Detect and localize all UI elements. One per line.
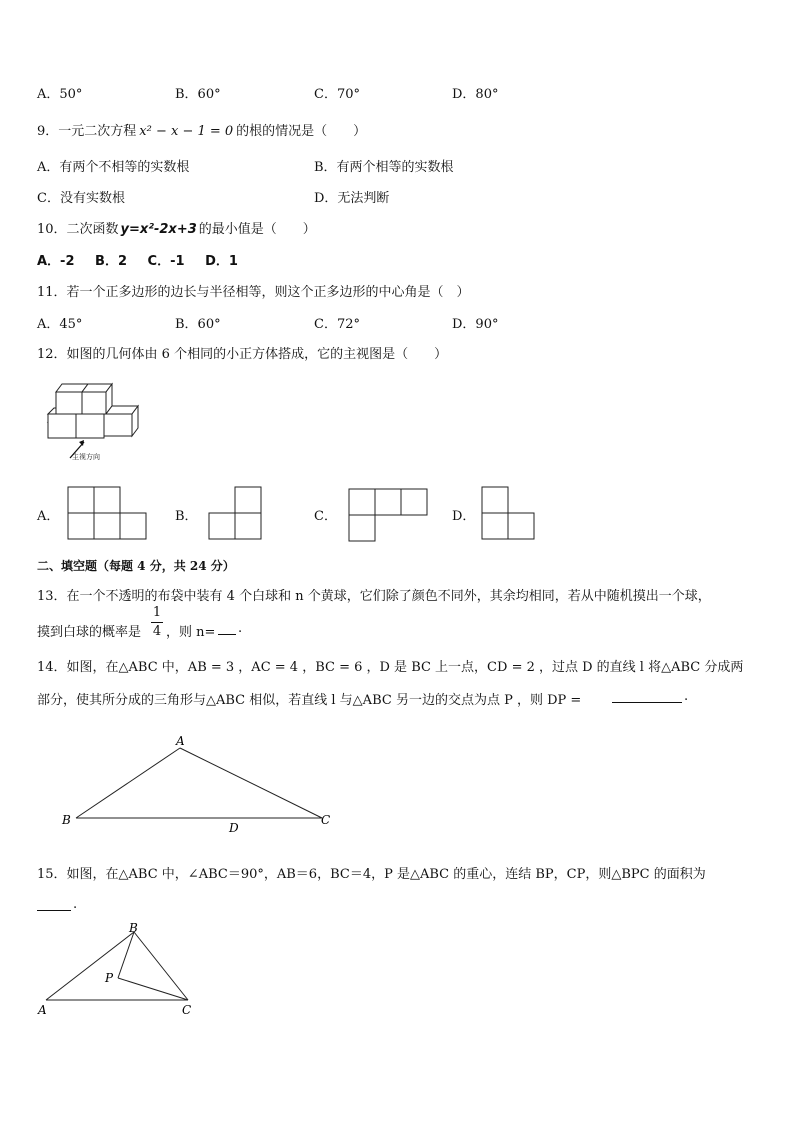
- q10-option-d: D．1: [205, 254, 238, 269]
- q13-line-2-end: .: [238, 621, 243, 636]
- q9-prefix: 9．一元二次方程: [37, 124, 137, 139]
- q15-side-ab: [46, 932, 134, 1000]
- q9-suffix: 的根的情况是（ ）: [236, 124, 367, 139]
- q14-label-a: A: [176, 734, 185, 748]
- q14-answer-blank: [612, 702, 682, 703]
- q15-side-bc: [134, 932, 188, 1000]
- q15-answer-blank: [37, 910, 71, 911]
- q15-triangle-figure: [34, 918, 204, 1018]
- q13-fraction-bar: [151, 622, 163, 623]
- q14-label-d: D: [229, 821, 239, 835]
- q15-segment-bp: [118, 932, 134, 978]
- q13-line-2-suffix: ，则 n=: [166, 625, 216, 640]
- q15-line-1: 15．如图，在△ABC 中，∠ABC＝90°，AB＝6，BC＝4，P 是△ABC 的重心，连结 BP，CP，则△BPC 的面积为: [37, 867, 706, 882]
- q15-label-p: P: [105, 971, 114, 985]
- q12-option-b-figure: [208, 486, 266, 542]
- q10-option-b: B．2: [95, 254, 128, 269]
- q13-fraction-numerator: 1: [152, 605, 162, 620]
- q10-question: [37, 218, 316, 237]
- q9-equation: x² − x − 1 = 0: [139, 124, 234, 139]
- q13-line-1: 13．在一个不透明的布袋中装有 4 个白球和 n 个黄球，它们除了颜色不同外，其余均相同，若从中随机摸出一个球，: [37, 589, 711, 604]
- q14-line-2: 部分，使其所分成的三角形与△ABC 相似，若直线 l 与△ABC 另一边的交点为点 P ，则 DP =: [37, 693, 582, 708]
- q14-side-ab: [76, 748, 180, 818]
- q14-side-ac: [180, 748, 322, 818]
- q11-option-a: A．45°: [37, 317, 83, 332]
- q9-option-c: C．没有实数根: [37, 191, 125, 206]
- q11-option-d: D．90°: [452, 317, 499, 332]
- q12-view-direction-caption: 主视方向: [72, 453, 100, 461]
- q9-option-a: A．有两个不相等的实数根: [37, 160, 190, 175]
- q15-label-c: C: [182, 1003, 192, 1017]
- q12-option-c-figure: [348, 488, 430, 544]
- q10-options: [37, 250, 238, 269]
- q14-triangle-figure: [58, 730, 348, 840]
- q8-option-d: D．80°: [452, 87, 499, 102]
- q14-label-c: C: [321, 813, 331, 827]
- q13-line-2-prefix: 摸到白球的概率是: [37, 625, 142, 640]
- q14-line-2-end: .: [684, 689, 689, 704]
- q13-fraction-denominator: 4: [152, 624, 162, 639]
- q14-line-1: 14．如图，在△ABC 中，AB = 3 ，AC = 4 ，BC = 6 ，D 是 BC 上一点，CD = 2 ，过点 D 的直线 l 将△ABC 分成两: [37, 660, 744, 675]
- q15-line-2-end: .: [73, 897, 78, 912]
- q12-question: 12．如图的几何体由 6 个相同的小正方体搭成，它的主视图是（ ）: [37, 347, 448, 362]
- q9-question: [37, 120, 366, 139]
- q11-option-b: B．60°: [175, 317, 221, 332]
- q8-option-a: A．50°: [37, 87, 83, 102]
- q9-option-d: D．无法判断: [314, 191, 390, 206]
- q9-option-b: B．有两个相等的实数根: [314, 160, 454, 175]
- q10-function: y=x²-2x+3: [120, 222, 197, 237]
- q15-segment-cp: [118, 978, 188, 1000]
- q13-answer-blank: [218, 634, 236, 635]
- q11-option-c: C．72°: [314, 317, 360, 332]
- q10-suffix: 的最小值是（ ）: [198, 222, 316, 237]
- q15-label-a: A: [38, 1003, 47, 1017]
- q12-option-b-label: B．: [175, 509, 198, 524]
- q10-prefix: 10．二次函数: [37, 222, 119, 237]
- q8-option-b: B．60°: [175, 87, 221, 102]
- q12-option-d-figure: [481, 486, 539, 542]
- q8-option-c: C．70°: [314, 87, 360, 102]
- q12-option-a-label: A．: [37, 509, 60, 524]
- q14-label-b: B: [62, 813, 71, 827]
- q11-question: 11．若一个正多边形的边长与半径相等，则这个正多边形的中心角是（ ）: [37, 285, 470, 300]
- q12-option-d-label: D．: [452, 509, 476, 524]
- q10-option-a: A．-2: [37, 254, 75, 269]
- section-2-title: 二、填空题（每题 4 分，共 24 分）: [37, 559, 235, 573]
- q12-option-a-figure: [67, 486, 149, 542]
- q10-option-c: C．-1: [147, 254, 185, 269]
- q15-label-b: B: [129, 921, 138, 935]
- q12-option-c-label: C．: [314, 509, 337, 524]
